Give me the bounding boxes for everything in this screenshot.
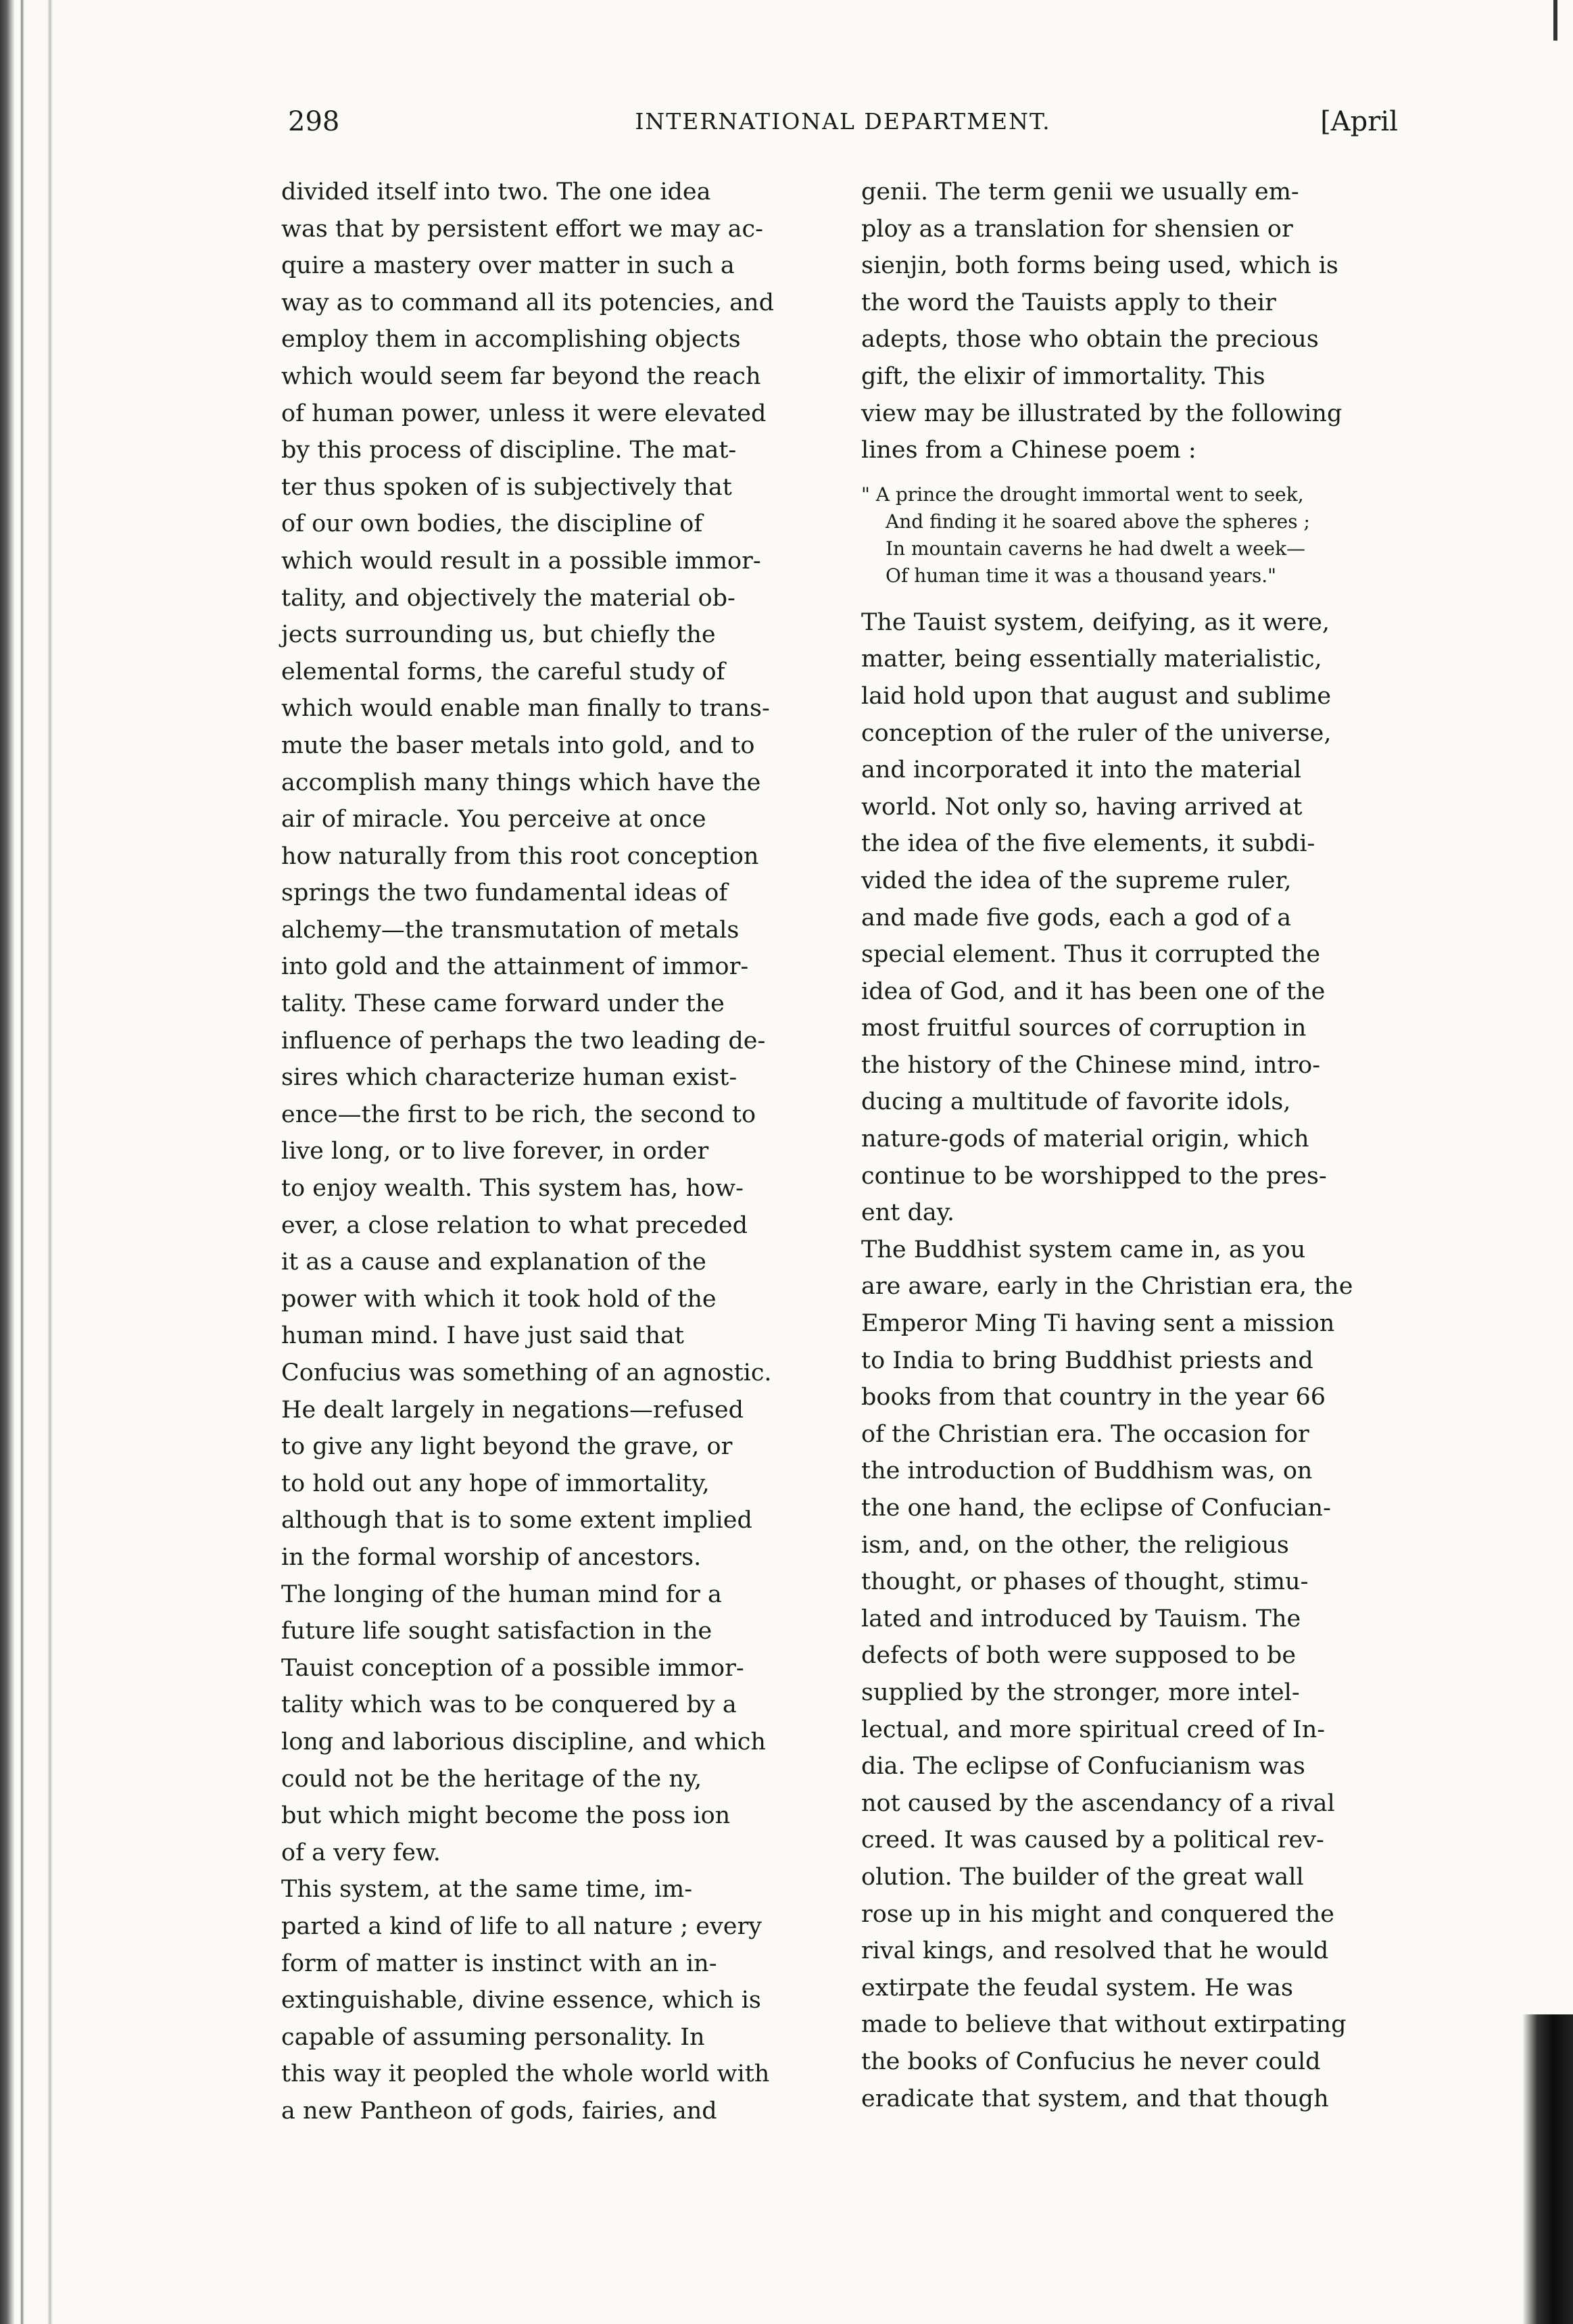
scan-edge-left [0,0,58,2324]
text-line: of our own bodies, the discipline of [281,510,703,538]
header-month: [April [1320,106,1398,137]
right-column-bottom-text [861,604,1402,2117]
text-line: idea of God, and it has been one of the [861,977,1326,1005]
text-line: He dealt largely in negations—refused [281,1396,744,1424]
text-line: and incorporated it into the material [861,756,1302,784]
poem-line: In mountain caverns he had dwelt a week— [886,537,1306,560]
text-line: are aware, early in the Christian era, the [861,1273,1353,1301]
text-line: the one hand, the eclipse of Confucian- [861,1495,1331,1522]
text-line: in the formal worship of ancestors. [281,1543,702,1571]
text-line: most fruitful sources of corruption in [861,1015,1307,1042]
text-line: accomplish many things which have the [281,769,761,796]
text-line: ent day. [861,1199,954,1227]
text-line: rival kings, and resolved that he would [861,1937,1329,1965]
text-line: how naturally from this root conception [281,842,759,870]
text-line: by this process of discipline. The mat- [281,437,737,464]
page-header [288,101,1398,142]
text-line: rose up in his might and conquered the [861,1900,1334,1928]
text-line: laid hold upon that august and sublime [861,682,1332,710]
text-line: and made five gods, each a god of a [861,904,1292,931]
text-line: to give any light beyond the grave, or [281,1433,733,1461]
poem-line: " A prince the drought immortal went to seek, [861,483,1304,506]
text-line: ence—the first to be rich, the second to [281,1100,756,1128]
text-line: springs the two fundamental ideas of [281,879,728,907]
text-line: world. Not only so, having arrived at [861,793,1303,821]
scan-edge-bottom-right [1522,2014,1573,2324]
text-line: capable of assuming personality. In [281,2023,705,2051]
text-line: ism, and, on the other, the religious [861,1531,1289,1559]
text-line: which would seem far beyond the reach [281,362,761,390]
text-line: this way it peopled the whole world with [281,2060,770,2088]
text-line: creed. It was caused by a political rev- [861,1826,1324,1854]
text-line: long and laborious discipline, and which [281,1728,766,1756]
text-line: live long, or to live forever, in order [281,1138,709,1165]
text-line: to hold out any hope of immortality, [281,1470,710,1497]
text-line: dia. The eclipse of Confucianism was [861,1753,1305,1781]
text-line: the introduction of Buddhism was, on [861,1457,1313,1485]
text-line: tality, and objectively the material ob- [281,584,735,612]
text-line: conception of the ruler of the universe, [861,719,1332,747]
poem-line: And finding it he soared above the spheres ; [886,510,1310,533]
text-line: it as a cause and explanation of the [281,1249,706,1276]
left-column [281,174,826,2129]
text-line: ter thus spoken of is subjectively that [281,473,732,501]
text-line: Confucius was something of an agnostic. [281,1359,772,1386]
text-line: elemental forms, the careful study of [281,658,725,685]
text-line: to India to bring Buddhist priests and [861,1347,1313,1374]
text-line: sires which characterize human exist- [281,1064,737,1092]
text-line: which would result in a possible immor- [281,547,761,575]
text-line: although that is to some extent implied [281,1507,752,1534]
text-line: jects surrounding us, but chiefly the [281,621,716,649]
text-line: the word the Tauists apply to their [861,289,1276,316]
page-number: 298 [288,106,340,137]
text-line: eradicate that system, and that though [861,2085,1329,2112]
text-line: tality. These came forward under the [281,990,725,1018]
text-line: to enjoy wealth. This system has, how- [281,1175,744,1203]
text-line: books from that country in the year 66 [861,1384,1326,1411]
text-line: was that by persistent effort we may ac- [281,215,763,243]
text-line: alchemy—the transmutation of metals [281,916,740,944]
text-line: lectual, and more spiritual creed of In- [861,1716,1326,1743]
poem-quote [861,481,1402,589]
text-line: special element. Thus it corrupted the [861,941,1321,969]
text-line: ever, a close relation to what preceded [281,1211,748,1239]
scan-mark-top-right [1553,0,1557,41]
text-line: the history of the Chinese mind, intro- [861,1051,1321,1079]
text-line: of human power, unless it were elevated [281,400,767,427]
text-line: defects of both were supposed to be [861,1642,1297,1670]
text-line: The longing of the human mind for a [281,1580,722,1608]
text-line: future life sought satisfaction in the [281,1618,712,1645]
text-line: Tauist conception of a possible immor- [281,1654,744,1682]
text-line: genii. The term genii we usually em- [861,178,1299,205]
text-line: ducing a multitude of favorite idols, [861,1088,1291,1116]
text-line: which would enable man finally to trans- [281,695,770,723]
text-line: mute the baser metals into gold, and to [281,731,755,759]
text-line: lated and introduced by Tauism. The [861,1605,1301,1632]
text-line: nature-gods of material origin, which [861,1125,1309,1153]
text-line: form of matter is instinct with an in- [281,1950,717,1977]
text-line: the books of Confucius he never could [861,2048,1321,2075]
text-line: extirpate the feudal system. He was [861,1974,1293,2002]
text-line: influence of perhaps the two leading de- [281,1027,766,1055]
text-line: divided itself into two. The one idea [281,178,711,205]
right-column-top-text [861,174,1402,469]
text-line: thought, or phases of thought, stimu- [861,1568,1309,1596]
text-line: of a very few. [281,1839,441,1866]
text-line: The Tauist system, deifying, as it were, [861,608,1330,636]
text-line: adepts, those who obtain the precious [861,326,1319,354]
text-line: extinguishable, divine essence, which is [281,1987,761,2014]
text-line: view may be illustrated by the following [861,400,1342,427]
text-line: quire a mastery over matter in such a [281,252,735,280]
text-line: This system, at the same time, im- [281,1876,693,1904]
text-line: The Buddhist system came in, as you [861,1236,1306,1263]
text-line: into gold and the attainment of immor- [281,953,749,981]
text-line: lines from a Chinese poem : [861,437,1196,464]
text-line: of the Christian era. The occasion for [861,1420,1309,1448]
text-line: tality which was to be conquered by a [281,1691,737,1719]
text-line: not caused by the ascendancy of a rival [861,1789,1335,1817]
text-line: could not be the heritage of the ny, [281,1765,702,1793]
right-column [861,174,1402,2117]
text-line: a new Pantheon of gods, fairies, and [281,2097,717,2125]
text-line: supplied by the stronger, more intel- [861,1678,1300,1706]
text-line: ploy as a translation for shensien or [861,215,1293,243]
text-line: gift, the elixir of immortality. This [861,362,1265,390]
text-line: sienjin, both forms being used, which is [861,252,1338,280]
text-line: way as to command all its potencies, and [281,289,774,316]
text-line: vided the idea of the supreme ruler, [861,867,1292,894]
text-line: matter, being essentially materialistic, [861,646,1322,673]
text-line: the idea of the five elements, it subdi- [861,830,1315,858]
text-line: made to believe that without extirpating [861,2011,1347,2039]
text-line: human mind. I have just said that [281,1322,684,1350]
text-line: continue to be worshipped to the pres- [861,1162,1327,1190]
text-line: but which might become the poss ion [281,1802,731,1830]
poem-line: Of human time it was a thousand years." [886,564,1277,587]
text-line: parted a kind of life to all nature ; every [281,1912,762,1940]
running-head: INTERNATIONAL DEPARTMENT. [635,108,1051,135]
text-line: air of miracle. You perceive at once [281,806,706,833]
text-line: Emperor Ming Ti having sent a mission [861,1310,1335,1338]
text-line: olution. The builder of the great wall [861,1863,1304,1891]
text-line: power with which it took hold of the [281,1285,717,1313]
text-line: employ them in accomplishing objects [281,326,741,354]
